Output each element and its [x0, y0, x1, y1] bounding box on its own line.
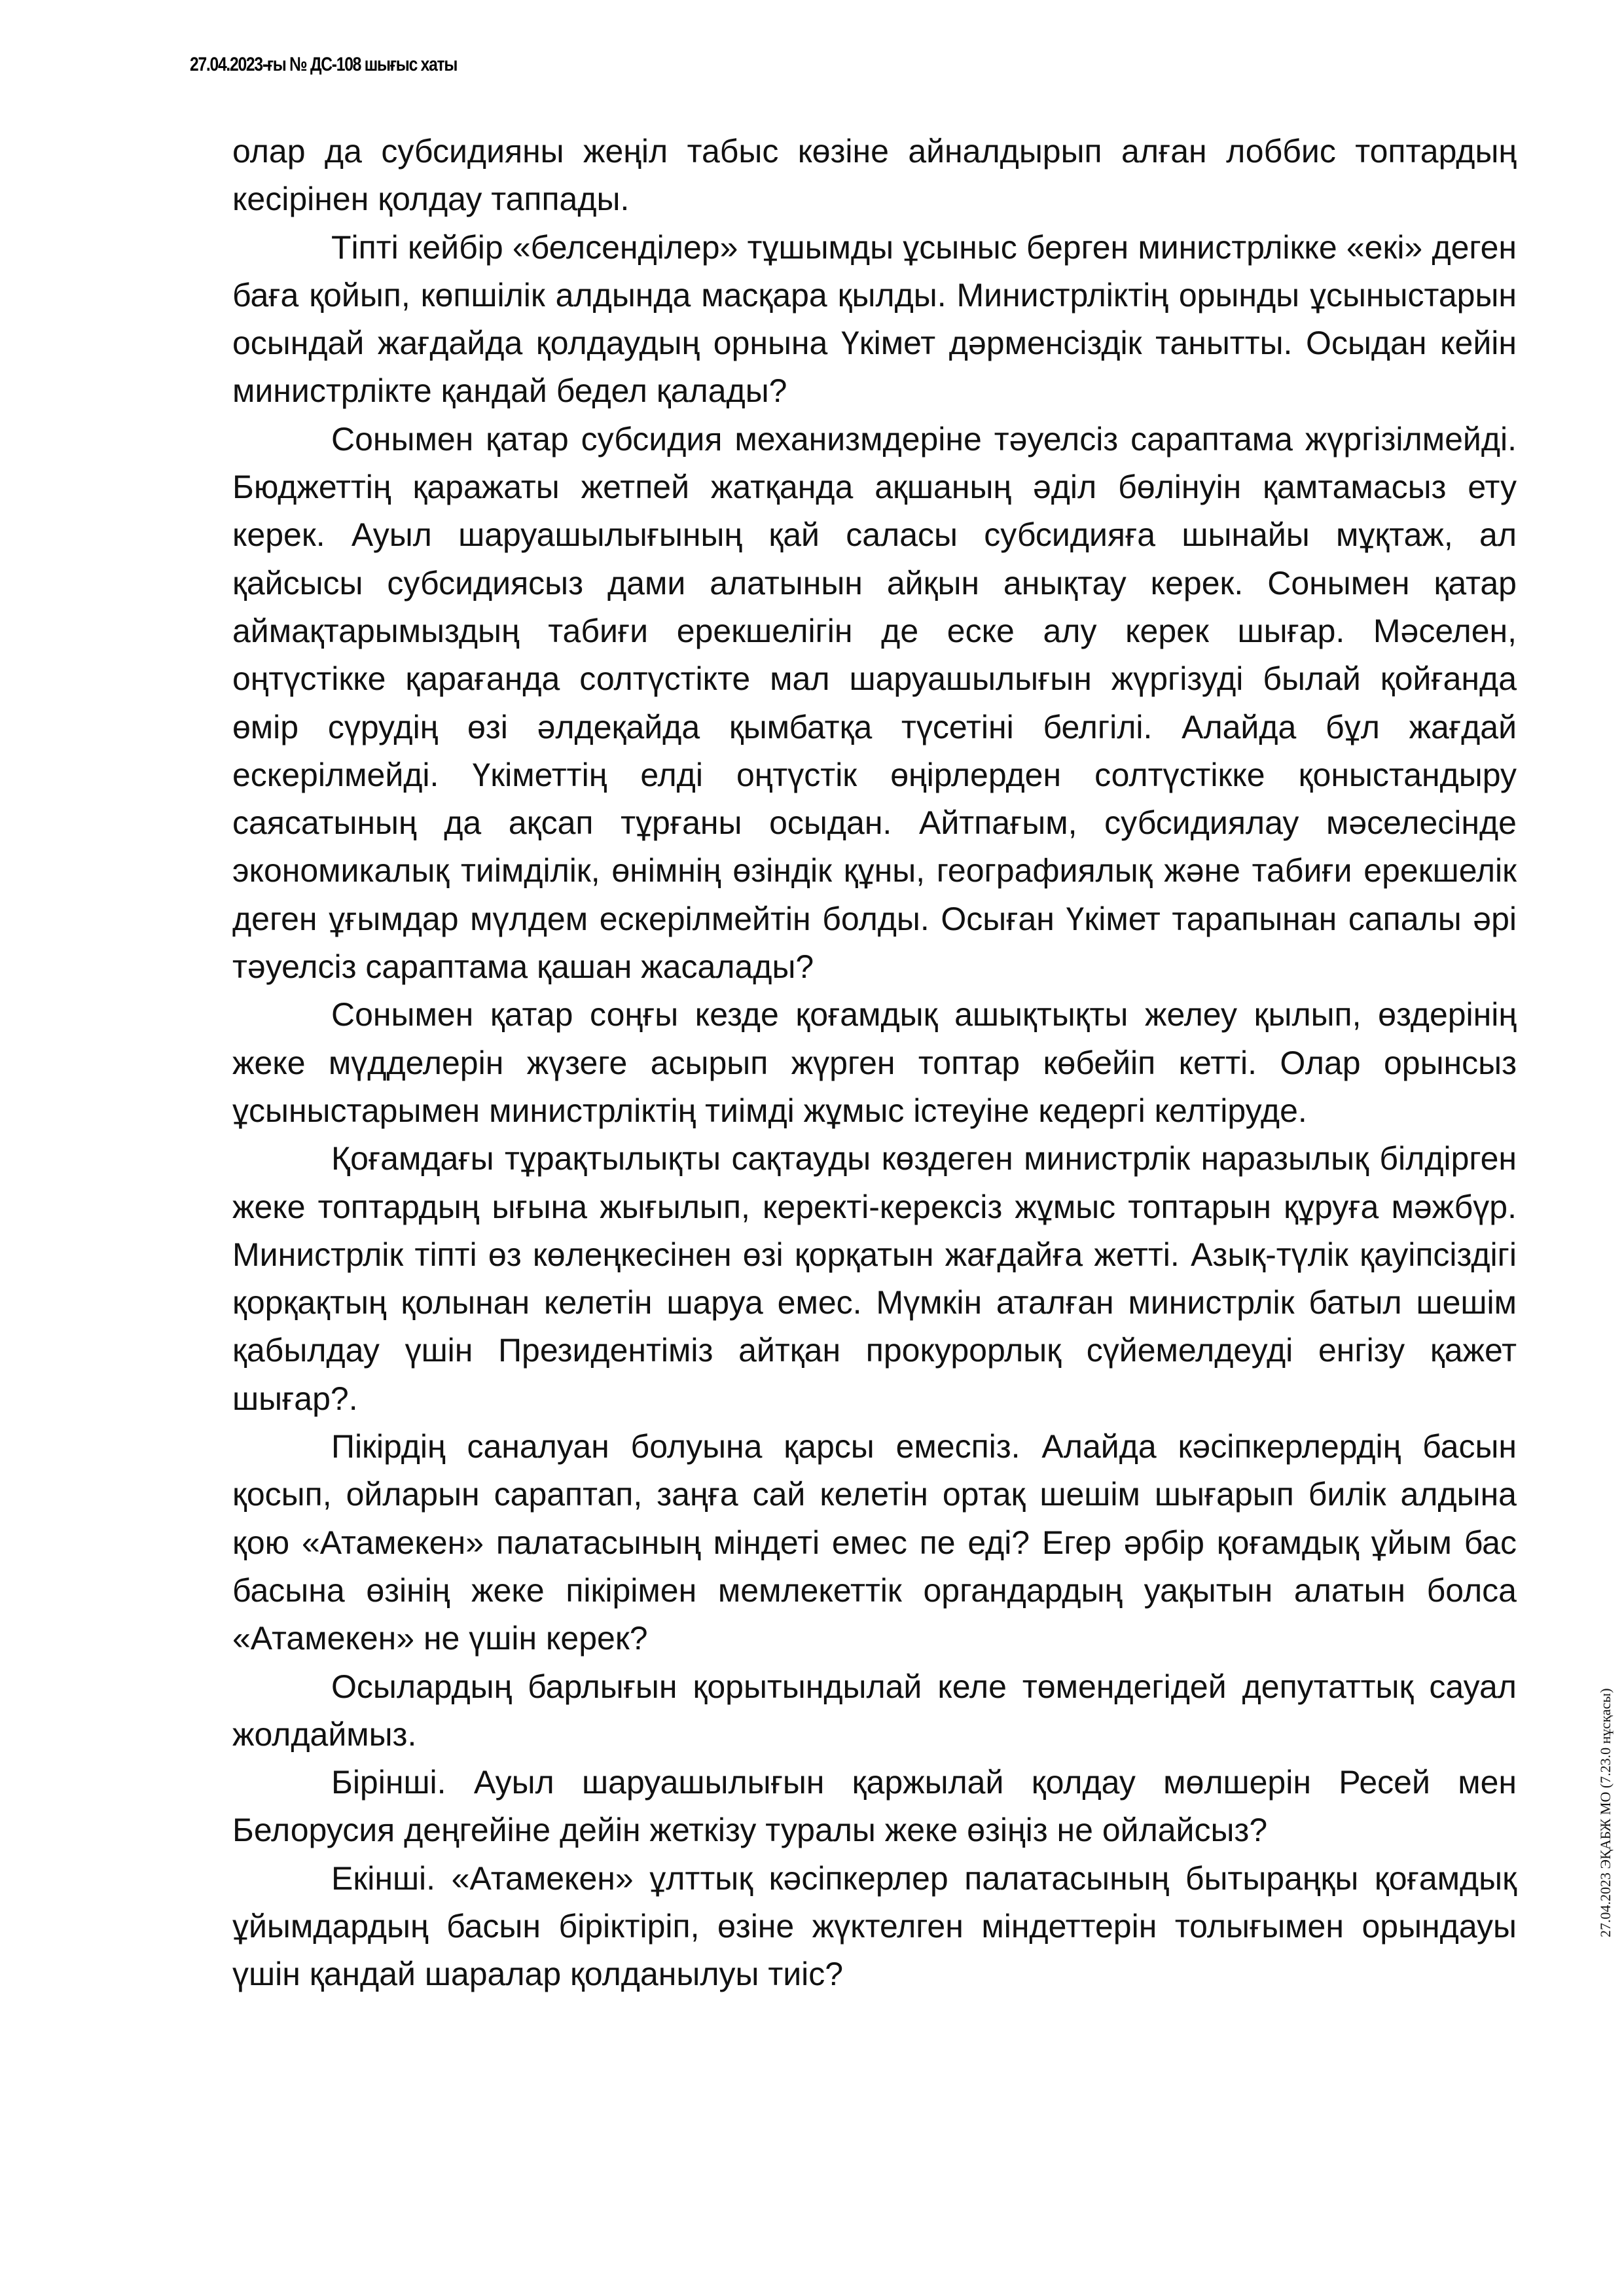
paragraph: Тіпті кейбір «белсенділер» тұшымды ұсыныс берген министрлікке «екі» деген баға қойып, көпшілік алдында масқара қылды. Министрліктің орынды ұсыныстарын осындай жағдайда қолдаудың орнына Үкімет дәрменсіздік танытты. Осыдан кейін министрлікте қандай бедел қалады?: [232, 228, 1517, 410]
paragraph-continuation: олар да субсидияны жеңіл табыс көзіне айналдырып алған лоббис топтардың кесірінен қолдау таппады.: [232, 133, 1517, 218]
paragraph: Осылардың барлығын қорытындылай келе төмендегідей депутаттық сауал жолдаймыз.: [232, 1668, 1517, 1753]
paragraph: Сонымен қатар соңғы кезде қоғамдық ашықтықты желеу қылып, өздерінің жеке мүдделерін жүзеге асырып жүрген топтар көбейіп кетті. Олар орынсыз ұсыныстарымен министрліктің тиімді жұмыс істеуіне кедергі келтіруде.: [232, 996, 1517, 1129]
question-first: Бірінші. Ауыл шаруашылығын қаржылай қолдау мөлшерін Ресей мен Белорусия деңгейіне дейін жеткізу туралы жеке өзіңіз не ойлайсыз?: [232, 1764, 1517, 1849]
outgoing-letter-stamp: 27.04.2023-ғы № ДС-108 шығыс хаты: [190, 54, 458, 75]
document-body: [232, 128, 1517, 1999]
registration-side-stamp: 27.04.2023 ЭҚАБЖ МО (7.23.0 нұсқасы): [1597, 1688, 1614, 1937]
paragraph: Сонымен қатар субсидия механизмдеріне тәуелсіз сараптама жүргізілмейді. Бюджеттің қаражаты жетпей жатқанда ақшаның әділ бөлінуін қамтамасыз ету керек. Ауыл шаруашылығының қай саласы субсидияға шынайы мұқтаж, ал қайсысы субсидиясыз дами алатынын айқын анықтау керек. Сонымен қатар аймақтарымыздың табиғи ерекшелігін де еске алу керек шығар. Мәселен, оңтүстікке қарағанда солтүстікте мал шаруашылығын жүргізуді былай қойғанда өмір сүрудің өзі әлдеқайда қымбатқа түсетіні белгілі. Алайда бұл жағдай ескерілмейді. Үкіметтің елді оңтүстік өңірлерден солтүстікке қоныстандыру саясатының да ақсап тұрғаны осыдан. Айтпағым, субсидиялау мәселесінде экономикалық тиімділік, өнімнің өзіндік құны, географиялық және табиғи ерекшелік деген ұғымдар мүлдем ескерілмейтін болды. Осыған Үкімет тарапынан сапалы әрі тәуелсіз сараптама қашан жасалады?: [232, 420, 1517, 986]
paragraph: Қоғамдағы тұрақтылықты сақтауды көздеген министрлік наразылық білдірген жеке топтардың ығына жығылып, керекті-керексіз жұмыс топтарын құруға мәжбүр. Министрлік тіпті өз көлеңкесінен өзі қорқатын жағдайға жетті. Азық-түлік қауіпсіздігі қорқақтың қолынан келетін шаруа емес. Мүмкін аталған министрлік батыл шешім қабылдау үшін Президентіміз айтқан прокурорлық сүйемелдеуді енгізу қажет шығар?.: [232, 1140, 1517, 1417]
question-second: Екінші. «Атамекен» ұлттық кәсіпкерлер палатасының бытыраңқы қоғамдық ұйымдардың басын біріктіріп, өзіне жүктелген міндеттерін толығымен орындауы үшін қандай шаралар қолданылуы тиіс?: [232, 1859, 1517, 1993]
paragraph: Пікірдің саналуан болуына қарсы емеспіз. Алайда кәсіпкерлердің басын қосып, ойларын сараптап, заңға сай келетін ортақ шешім шығарып билік алдына қою «Атамекен» палатасының міндеті емес пе еді? Егер әрбір қоғамдық ұйым бас басына өзінің жеке пікірімен мемлекеттік органдардың уақытын алатын болса «Атамекен» не үшін керек?: [232, 1428, 1517, 1657]
